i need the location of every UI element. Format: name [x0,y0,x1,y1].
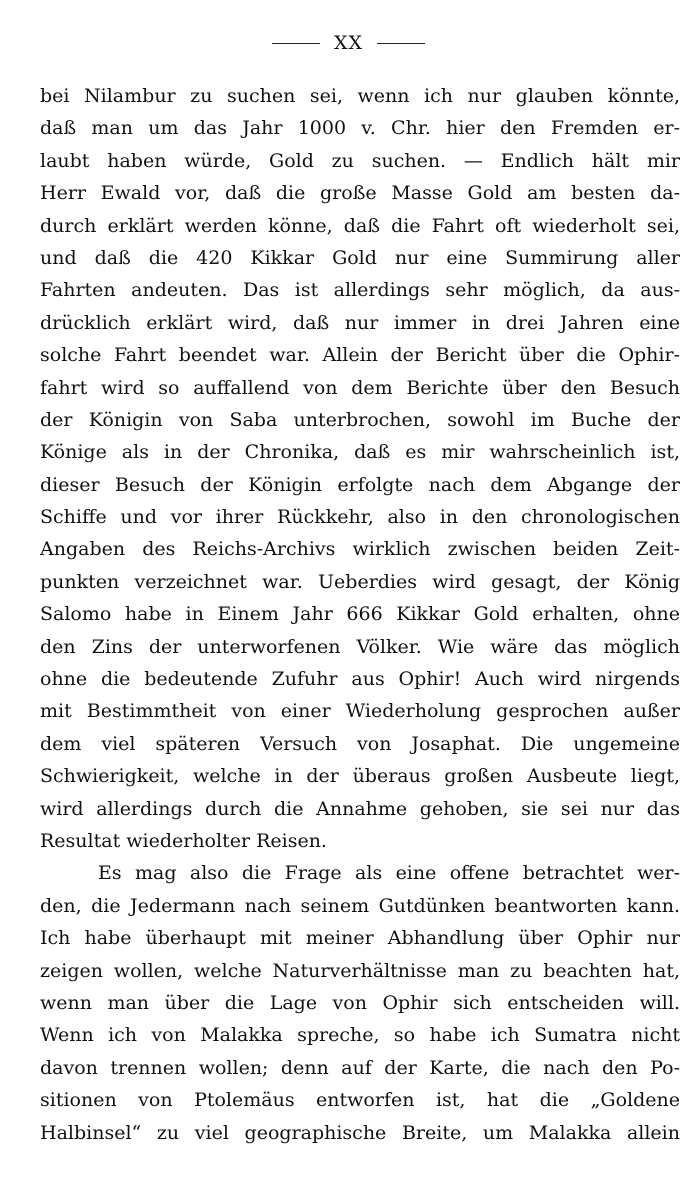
text-line: Wenn ich von Malakka spreche, so habe ich Sumatra nicht [40,1024,680,1047]
text-line: fahrt wird so auffallend von dem Berichte über den Besuch [40,376,680,399]
text-line: Halbinsel“ zu viel geographische Breite, um Malakka allein [40,1121,680,1144]
page-number: XX [333,32,364,54]
text-line: Salomo habe in Einem Jahr 666 Kikkar Gold erhalten, ohne [40,603,680,626]
text-line: und daß die 420 Kikkar Gold nur eine Summirung aller [40,246,680,269]
paragraph-start-line: Es mag also die Frage als eine offene betrachtet wer- [98,862,680,885]
text-line: den, die Jedermann nach seinem Gutdünken beantworten kann. [40,894,680,917]
page-header [0,30,697,56]
text-line: dieser Besuch der Königin erfolgte nach dem Abgange der [40,473,680,496]
header-rule-right [377,43,425,44]
text-line: wenn man über die Lage von Ophir sich entscheiden will. [40,991,680,1014]
paragraph-end-line: Resultat wiederholter Reisen. [40,829,327,852]
text-line: Schiffe und vor ihrer Rückkehr, also in den chronologischen [40,506,680,529]
text-line: solche Fahrt beendet war. Allein der Bericht über die Ophir- [40,344,680,367]
text-line: drücklich erklärt wird, daß nur immer in drei Jahren eine [40,311,680,334]
text-line: Schwierigkeit, welche in der überaus großen Ausbeute liegt, [40,765,680,788]
text-line: daß man um das Jahr 1000 v. Chr. hier den Fremden er- [40,117,680,140]
text-line: zeigen wollen, welche Naturverhältnisse man zu beachten hat, [40,959,680,982]
text-line: wird allerdings durch die Annahme gehoben, sie sei nur das [40,797,680,820]
text-line: der Königin von Saba unterbrochen, sowohl im Buche der [40,408,680,431]
text-line: sitionen von Ptolemäus entworfen ist, hat die „Goldene [40,1089,680,1112]
header-rule-left [272,43,320,44]
text-line: davon trennen wollen; denn auf der Karte, die nach den Po- [40,1056,680,1079]
text-line: dem viel späteren Versuch von Josaphat. Die ungemeine [40,732,680,755]
text-line: Ich habe überhaupt mit meiner Abhandlung über Ophir nur [40,927,680,950]
text-line: durch erklärt werden könne, daß die Fahrt oft wiederholt sei, [40,214,680,237]
text-line: punkten verzeichnet war. Ueberdies wird gesagt, der König [40,570,680,593]
text-line: Herr Ewald vor, daß die große Masse Gold am besten da- [40,182,680,205]
text-line: mit Bestimmtheit von einer Wiederholung gesprochen außer [40,700,680,723]
text-line: ohne die bedeutende Zufuhr aus Ophir! Auch wird nirgends [40,668,680,691]
text-line: laubt haben würde, Gold zu suchen. — Endlich hält mir [40,149,680,172]
text-line: den Zins der unterworfenen Völker. Wie wäre das möglich [40,635,680,658]
text-line: Angaben des Reichs-Archivs wirklich zwischen beiden Zeit- [40,538,680,561]
text-line: Fahrten andeuten. Das ist allerdings sehr möglich, da aus- [40,279,680,302]
text-line: bei Nilambur zu suchen sei, wenn ich nur glauben könnte, [40,85,680,107]
text-line: Könige als in der Chronika, daß es mir wahrscheinlich ist, [40,441,680,464]
body-text [40,80,680,1149]
